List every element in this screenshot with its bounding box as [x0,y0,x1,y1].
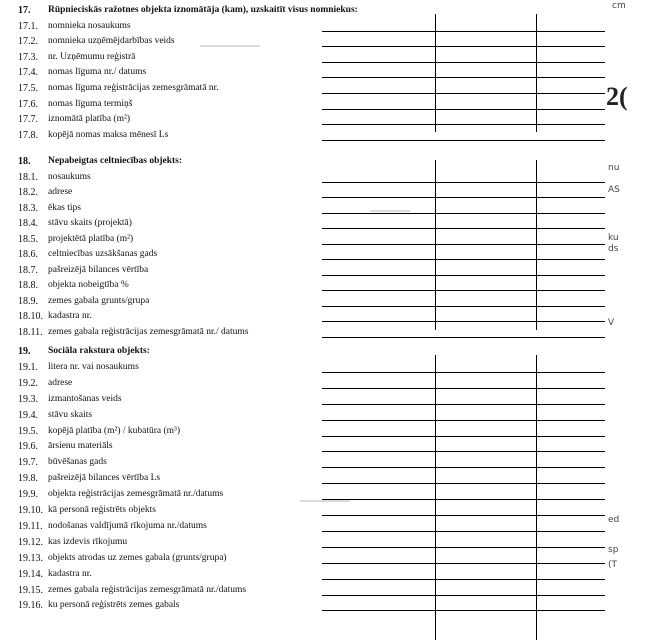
column-rule-5 [435,355,436,640]
row-number: 18.3. [18,202,38,214]
edge-fragment: cm [612,1,626,11]
row-label: pašreizējā bilances vērtība [48,264,149,275]
fill-in-line[interactable] [322,46,605,47]
section-heading [0,154,645,169]
row-number: 18.4. [18,218,38,229]
row-label: adrese [48,187,73,197]
row-number: 19. [18,346,31,357]
row-label: Nepabeigtas celtniecības objekts: [48,156,183,166]
row-label: nomnieka uzņēmējdarbības veids [48,36,175,47]
fill-in-line[interactable] [322,259,605,260]
row-number: 19.13. [18,552,43,564]
column-rule-1 [435,14,436,132]
edge-fragment: nu [608,163,620,173]
fill-in-line[interactable] [322,531,605,532]
row-number: 17.4. [18,67,38,79]
row-number: 19.5. [18,425,38,437]
row-label: adrese [48,377,73,388]
row-label: būvēšanas gads [48,457,107,468]
row-label: projektētā platība (m²) [48,233,134,244]
fill-in-line[interactable] [322,93,605,94]
row-label: nr. Uzņēmumu reģistrā [48,51,136,62]
column-rule-4 [536,160,537,330]
row-number: 18.2. [18,187,38,198]
fill-in-line[interactable] [322,515,605,516]
fill-in-line[interactable] [322,275,605,276]
row-number: 17.3. [18,51,38,63]
row-number: 19.8. [18,473,38,485]
row-label: kas izdevis rīkojumu [48,536,128,547]
fill-in-line[interactable] [322,109,605,110]
edge-fragment: 2( [606,82,628,111]
row-label: ārsienu materiāls [48,441,113,452]
row-label: kopējā platība (m²) / kubatūra (m³) [48,425,181,436]
row-number: 17. [18,5,31,16]
edge-fragment: ku [608,233,619,243]
fill-in-line[interactable] [322,321,605,322]
fill-in-line[interactable] [322,244,605,245]
row-label: nomas līguma termiņš [48,98,133,109]
scan-speck [370,210,410,212]
fill-in-line[interactable] [322,483,605,484]
column-rule-3 [435,160,436,330]
row-number: 17.8. [18,129,38,141]
fill-in-line[interactable] [322,547,605,548]
edge-fragment: AS [608,185,620,195]
fill-in-line[interactable] [322,451,605,452]
fill-in-line[interactable] [322,579,605,580]
row-number: 17.7. [18,114,38,126]
row-label: zemes gabala grunts/grupa [48,295,150,306]
edge-fragment: ds [608,244,619,254]
row-label: iznomātā platība (m²) [48,114,130,125]
fill-in-line[interactable] [322,388,605,389]
fill-in-line[interactable] [322,228,605,229]
row-number: 19.16. [18,600,43,612]
row-number: 19.6. [18,441,38,453]
column-rule-2 [536,14,537,132]
row-label: pašreizējā bilances vērtība Ls [48,473,161,484]
row-label: kadastra nr. [48,568,92,579]
scan-speck [200,45,260,47]
row-number: 18.5. [18,233,38,245]
row-label: objekts atrodas uz zemes gabala (grunts/grupa) [48,552,227,563]
fill-in-line[interactable] [322,31,605,32]
row-number: 19.15. [18,584,43,596]
row-number: 19.1. [18,361,38,373]
row-label: litera nr. vai nosaukums [48,361,139,372]
row-number: 18.1. [18,171,38,183]
row-label: nosaukums [48,171,91,182]
row-number: 19.4. [18,409,38,421]
row-number: 19.12. [18,536,43,548]
row-number: 18.11. [18,326,43,338]
row-number: 19.11. [18,520,43,532]
fill-in-line[interactable] [322,337,605,338]
row-number: 19.10. [18,505,43,516]
row-number: 19.2. [18,377,38,389]
row-label: ku personā reģistrēts zemes gabals [48,600,180,611]
fill-in-line[interactable] [322,197,605,198]
fill-in-line[interactable] [322,77,605,78]
row-number: 19.3. [18,393,38,405]
fill-in-line[interactable] [322,372,605,373]
fill-in-line[interactable] [322,610,605,611]
fill-in-line[interactable] [322,595,605,596]
fill-in-line[interactable] [322,213,605,214]
fill-in-line[interactable] [322,499,605,500]
column-rule-6 [536,355,537,640]
row-number: 18.8. [18,280,38,291]
edge-fragment: V [608,318,615,328]
edge-fragment: (T [608,560,618,570]
row-number: 17.6. [18,98,38,110]
row-number: 19.7. [18,457,38,469]
section-heading [0,3,645,18]
row-number: 19.14. [18,568,43,580]
row-number: 18. [18,156,31,167]
row-label: Rūpnieciskās ražotnes objekta iznomātāja (kam), uzskaitīt visus nomniekus: [48,5,358,15]
row-label: zemes gabala reģistrācijas zemesgrāmatā nr./datums [48,584,247,595]
row-label: ēkas tips [48,202,81,213]
row-number: 17.5. [18,83,38,94]
fill-in-line[interactable] [322,420,605,421]
row-label: nomas līguma nr./ datums [48,67,147,78]
row-label: kadastra nr. [48,311,92,321]
row-label: nomas līguma reģistrācijas zemesgrāmatā nr. [48,83,219,93]
row-number: 17.2. [18,36,38,48]
row-label: Sociāla rakstura objekts: [48,346,150,356]
fill-in-line[interactable] [322,404,605,405]
row-number: 18.9. [18,295,38,307]
fill-in-line[interactable] [322,182,605,183]
edge-fragment: sp [608,545,619,555]
fill-in-line[interactable] [322,306,605,307]
row-label: stāvu skaits (projektā) [48,218,132,228]
row-number: 18.6. [18,249,38,260]
scan-speck [300,500,350,502]
fill-in-line[interactable] [322,62,605,63]
row-number: 19.9. [18,489,38,501]
fill-in-line[interactable] [322,290,605,291]
row-label: objekta reģistrācijas zemesgrāmatā nr./datums [48,489,224,500]
row-label: celtniecības uzsākšanas gads [48,249,158,259]
fill-in-line[interactable] [322,124,605,125]
row-number: 18.10. [18,311,43,322]
row-label: stāvu skaits [48,409,93,420]
row-label: nomnieka nosaukums [48,20,131,31]
row-label: kā personā reģistrēts objekts [48,505,156,515]
fill-in-line[interactable] [322,563,605,564]
edge-fragment: ed [608,515,620,525]
row-number: 18.7. [18,264,38,276]
row-label: zemes gabala reģistrācijas zemesgrāmatā nr./ datums [48,326,249,337]
section-heading [0,344,645,359]
fill-in-line[interactable] [322,467,605,468]
row-label: kopējā nomas maksa mēnesī Ls [48,129,169,140]
fill-in-line[interactable] [322,436,605,437]
row-label: nodošanas valdījumā rīkojuma nr./datums [48,520,207,531]
fill-in-line[interactable] [322,140,605,141]
row-label: objekta nobeigtība % [48,280,129,290]
row-label: izmantošanas veids [48,393,122,404]
row-number: 17.1. [18,20,38,32]
